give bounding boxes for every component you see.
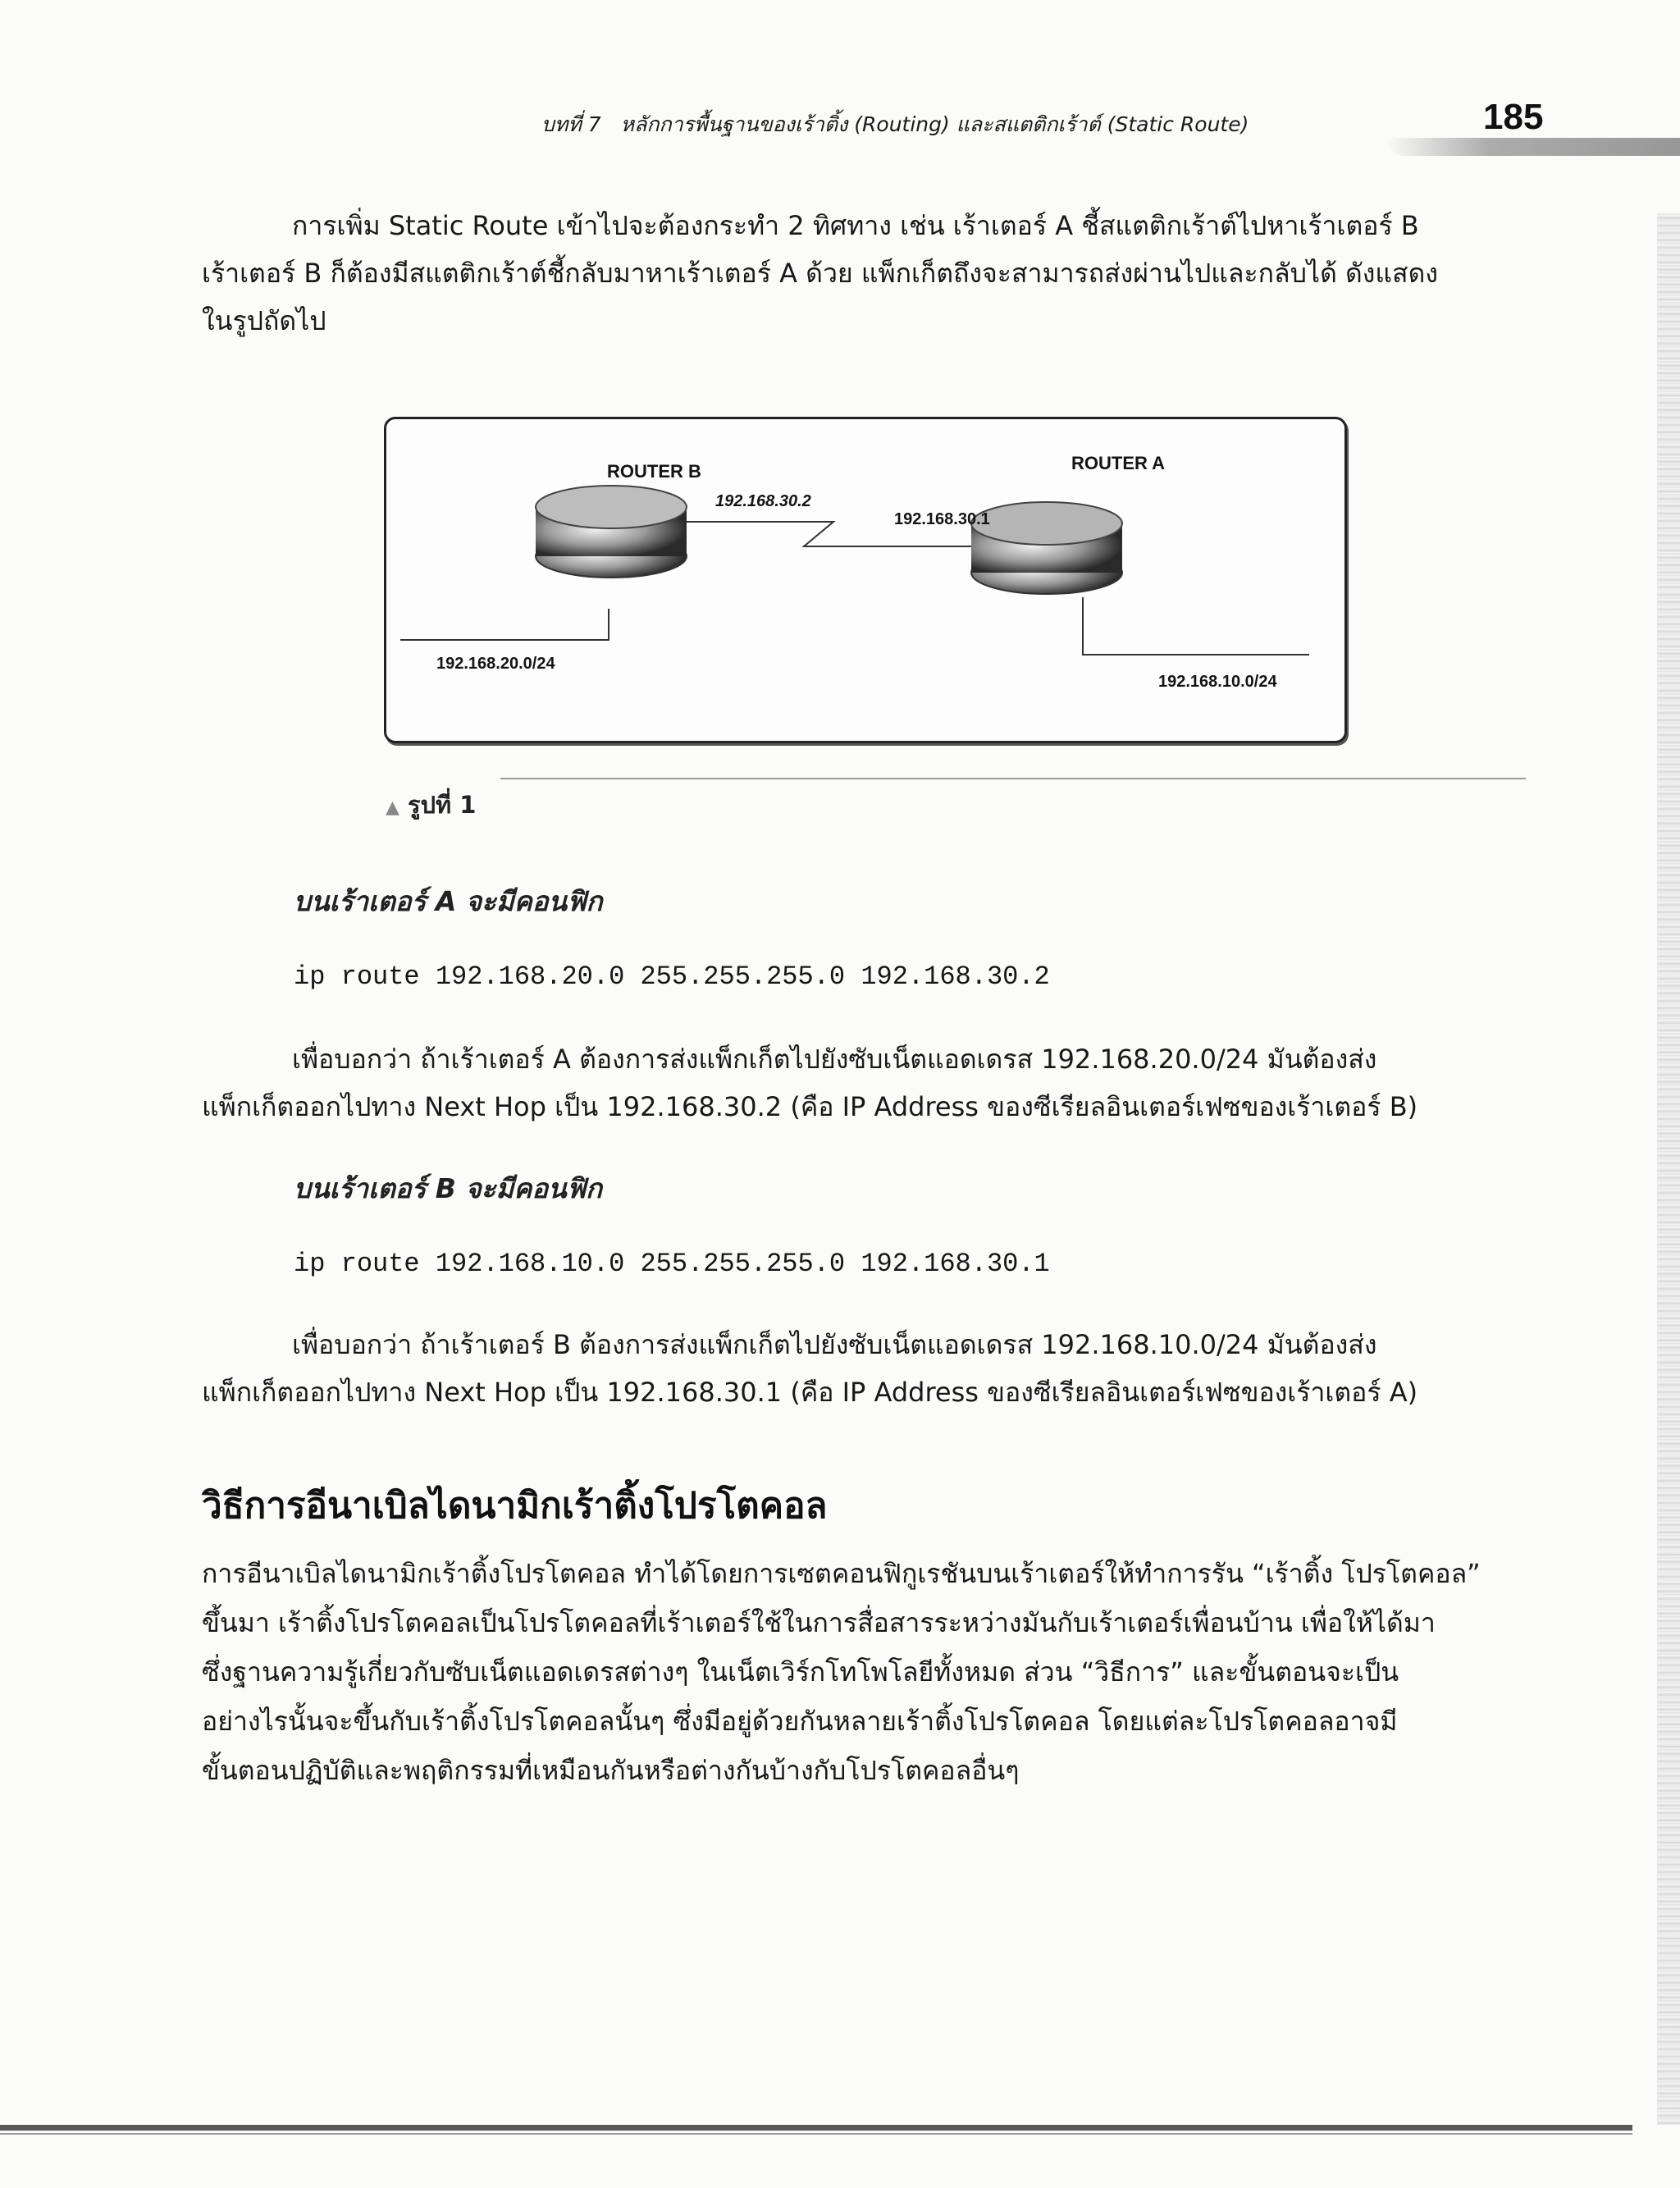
router-a-serial-ip: 192.168.30.1 [894, 510, 990, 528]
router-a-label: ROUTER A [1071, 453, 1166, 473]
section-line: ขึ้นมา เร้าติ้งโปรโตคอลเป็นโปรโตคอลที่เร้าเตอร์ใช้ในการสื่อสารระหว่างมันกับเร้าเตอร์เพื่อนบ้าน เพื่อให้ได้มา [202, 1607, 1436, 1638]
config-b-command: ip route 192.168.10.0 255.255.255.0 192.168.30.1 [294, 1249, 1050, 1279]
router-a-lan-subnet: 192.168.10.0/24 [1158, 673, 1277, 691]
section-line: ซึ่งฐานความรู้เกี่ยวกับซับเน็ตแอดเดรสต่างๆ ในเน็ตเวิร์กโทโพโลยีทั้งหมด ส่วน “วิธีการ” และขั้นตอนจะเป็น [202, 1656, 1399, 1688]
config-b-heading: บนเร้าเตอร์ B จะมีคอนฟิก [294, 1172, 603, 1204]
explain-line: เพื่อบอกว่า ถ้าเร้าเตอร์ B ต้องการส่งแพ็กเก็ตไปยังซับเน็ตแอดเดรส 192.168.10.0/24 มันต้องส่ง [292, 1329, 1377, 1360]
intro-line: เร้าเตอร์ B ก็ต้องมีสแตติกเร้าต์ชี้กลับมาหาเร้าเตอร์ A ด้วย แพ็กเก็ตถึงจะสามารถส่งผ่านไปและกลับได้ ดังแสดง [202, 258, 1438, 289]
lan-b-link [400, 609, 609, 640]
intro-line: ในรูปถัดไป [202, 305, 326, 336]
router-b-serial-ip: 192.168.30.2 [715, 492, 811, 510]
footer-rule [0, 2125, 1632, 2131]
section-line: ขั้นตอนปฏิบัติและพฤติกรรมที่เหมือนกันหรือต่างกันบ้างกับโปรโตคอลอื่นๆ [202, 1755, 1020, 1786]
router-b-label: ROUTER B [607, 461, 701, 482]
section-title: วิธีการอีนาเบิลไดนามิกเร้าติ้งโปรโตคอล [202, 1485, 828, 1527]
section-line: อย่างไรนั้นจะขึ้นกับเร้าติ้งโปรโตคอลนั้นๆ ซึ่งมีอยู่ด้วยกันหลายเร้าติ้งโปรโตคอล โดยแต่ละโปรโตคอลอาจมี [202, 1706, 1398, 1737]
lan-a-link [1083, 597, 1309, 655]
network-diagram [384, 417, 1347, 743]
caption-marker-icon: ▲ [386, 797, 399, 818]
config-a-command: ip route 192.168.20.0 255.255.255.0 192.168.30.2 [294, 962, 1050, 992]
header-decoration [1386, 138, 1680, 156]
caption-rule [500, 778, 1526, 779]
chapter-title: หลักการพื้นฐานของเร้าติ้ง (Routing) และสแตติกเร้าต์ (Static Route) [620, 112, 1249, 136]
chapter-label: บทที่ 7 [541, 112, 601, 136]
page-edge-shadow [1657, 213, 1680, 2125]
router-a-icon [971, 502, 1122, 594]
router-b-lan-subnet: 192.168.20.0/24 [436, 655, 555, 673]
figure-caption [386, 786, 476, 824]
page-number: 185 [1483, 97, 1544, 137]
running-header [541, 108, 1249, 141]
config-a-explanation [202, 1035, 1531, 1131]
intro-line: การเพิ่ม Static Route เข้าไปจะต้องกระทำ 2 ทิศทาง เช่น เร้าเตอร์ A ชี้สแตติกเร้าต์ไปหาเร้าเตอร์ B [292, 210, 1419, 241]
footer-rule-thin [0, 2133, 1632, 2135]
explain-line: แพ็กเก็ตออกไปทาง Next Hop เป็น 192.168.30.1 (คือ IP Address ของซีเรียลอินเตอร์เฟซของเร้าเตอร์ A) [202, 1377, 1418, 1408]
caption-text: รูปที่ 1 [408, 791, 477, 819]
config-a-heading: บนเร้าเตอร์ A จะมีคอนฟิก [294, 885, 603, 917]
section-line: การอีนาเบิลไดนามิกเร้าติ้งโปรโตคอล ทำได้โดยการเซตคอนฟิกูเรชันบนเร้าเตอร์ให้ทำการรัน “เร้าติ้ง โปรโตคอล” [202, 1558, 1481, 1589]
intro-paragraph [202, 202, 1531, 345]
explain-line: แพ็กเก็ตออกไปทาง Next Hop เป็น 192.168.30.2 (คือ IP Address ของซีเรียลอินเตอร์เฟซของเร้าเตอร์ B) [202, 1091, 1418, 1122]
section-paragraph [202, 1549, 1531, 1795]
config-b-explanation [202, 1321, 1531, 1416]
router-b-icon [536, 486, 687, 578]
explain-line: เพื่อบอกว่า ถ้าเร้าเตอร์ A ต้องการส่งแพ็กเก็ตไปยังซับเน็ตแอดเดรส 192.168.20.0/24 มันต้องส่ง [292, 1044, 1377, 1075]
